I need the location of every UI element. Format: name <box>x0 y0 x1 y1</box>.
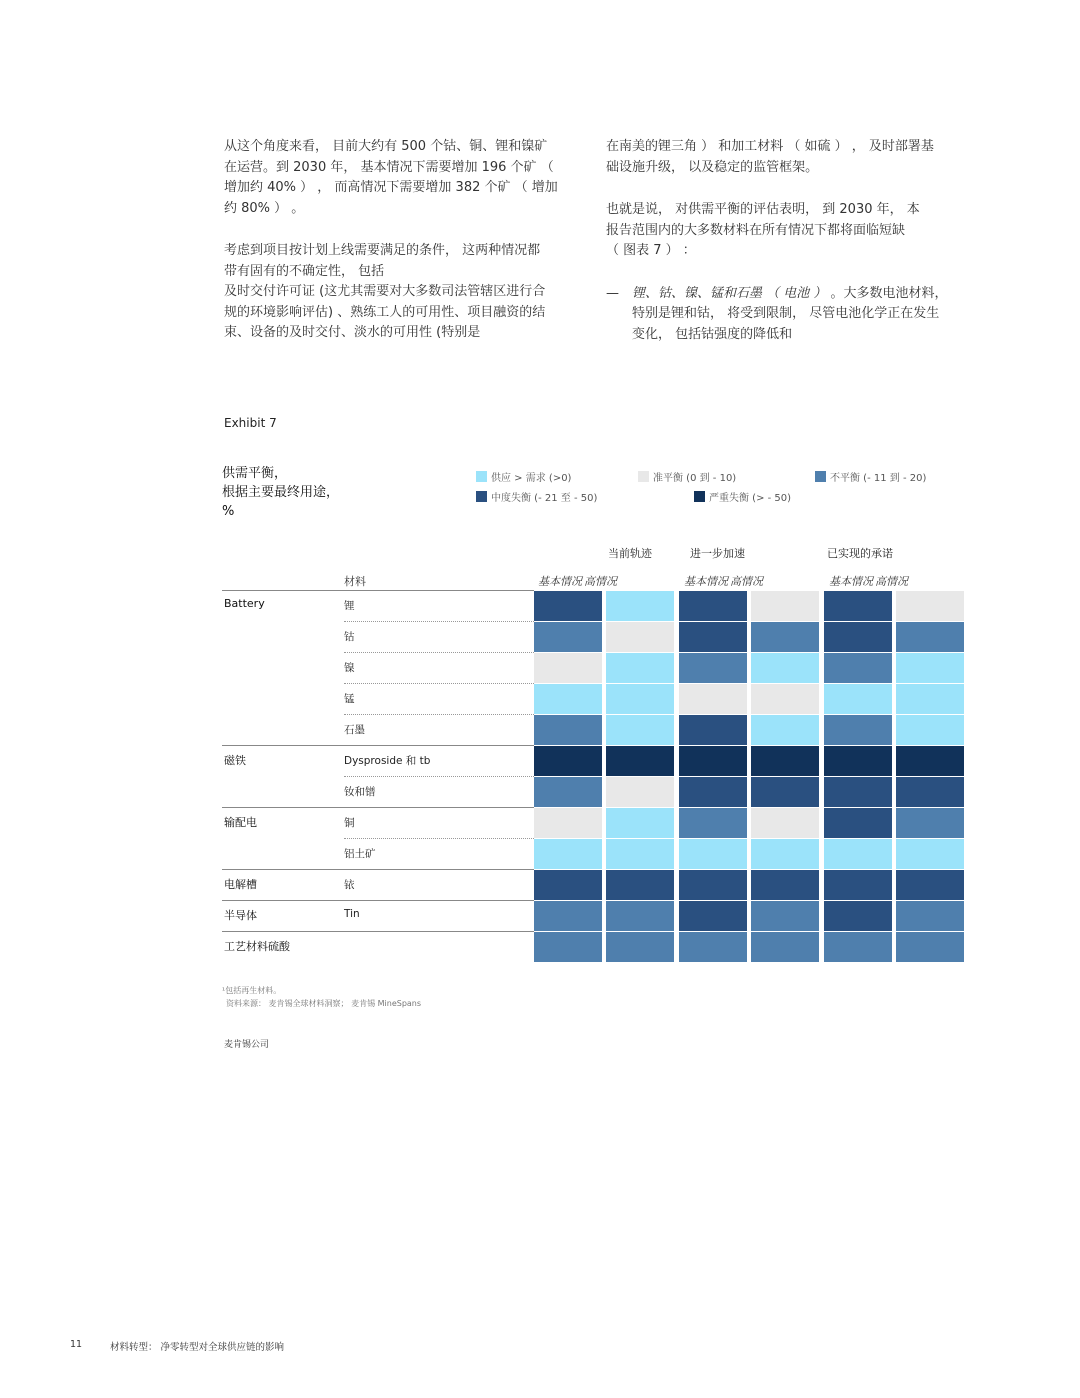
source-note: 资料来源： 麦肯锡全球材料洞察； 麦肯锡 MineSpans <box>226 999 422 1008</box>
heatmap-cell <box>751 653 819 683</box>
heatmap-cell <box>679 653 747 683</box>
material-label: 石墨 <box>344 724 365 736</box>
material-label: Tin <box>344 908 360 920</box>
heatmap-cell <box>896 839 964 869</box>
material-label: 锰 <box>344 693 355 705</box>
category-label: Battery <box>224 597 265 610</box>
legend-swatch <box>694 491 705 502</box>
heatmap-cell <box>679 808 747 838</box>
heatmap-cell <box>606 932 674 962</box>
heatmap-cell <box>751 839 819 869</box>
scenario-column-header: 高情况 <box>730 575 763 588</box>
heatmap-cell <box>534 653 602 683</box>
category-label: 半导体 <box>224 909 257 922</box>
heatmap-cell <box>824 808 892 838</box>
heatmap-cell <box>751 932 819 962</box>
heatmap-cell <box>824 932 892 962</box>
scenario-column-header: 基本情况 <box>829 575 873 588</box>
heatmap-cell <box>896 932 964 962</box>
heatmap-cell <box>896 591 964 621</box>
scenario-column-header: 基本情况 <box>538 575 582 588</box>
bullet-text: 。大多数电池材料， 特别是锂和钴， 将受到限制， 尽管电池化学正在发生 变化， 包括钴强度的降低和 <box>632 285 948 342</box>
row-divider <box>344 714 534 715</box>
heatmap-cell <box>679 777 747 807</box>
heatmap-cell <box>534 684 602 714</box>
legend-swatch <box>815 471 826 482</box>
heatmap-cell <box>606 839 674 869</box>
heatmap-cell <box>751 777 819 807</box>
material-label: 钕和镨 <box>344 786 376 798</box>
heatmap-cell <box>679 901 747 931</box>
row-divider <box>222 900 534 901</box>
heatmap-cell <box>896 870 964 900</box>
heatmap-cell <box>679 932 747 962</box>
heatmap-cell <box>751 715 819 745</box>
legend-swatch <box>638 471 649 482</box>
legend-item <box>815 469 926 484</box>
heatmap-cell <box>679 684 747 714</box>
legend-item <box>638 469 736 484</box>
row-divider <box>222 869 534 870</box>
legend-label: 准平衡 (0 到 - 10) <box>653 473 737 484</box>
heatmap-cell <box>896 901 964 931</box>
heatmap-cell <box>606 777 674 807</box>
heatmap-cell <box>751 746 819 776</box>
heatmap-cell <box>534 746 602 776</box>
heatmap-cell <box>534 715 602 745</box>
heatmap-cell <box>606 808 674 838</box>
body-paragraph: 从这个角度来看， 目前大约有 500 个钴、铜、锂和镍矿 在运营。到 2030 年， 基本情况下需要增加 196 个矿 （ 增加约 40% ） ， 而高情况下需要增加 382 个矿 （ 增加 约 80% ） 。 <box>224 139 558 216</box>
material-label: 钴 <box>344 631 355 643</box>
heatmap-cell <box>824 901 892 931</box>
heatmap-cell <box>896 715 964 745</box>
heatmap-cell <box>606 870 674 900</box>
heatmap-cell <box>824 839 892 869</box>
scenario-column-header: 高情况 <box>875 575 908 588</box>
heatmap-cell <box>824 715 892 745</box>
material-label: Dysproside 和 tb <box>344 755 431 767</box>
material-label: 锂 <box>344 600 355 612</box>
legend-label: 供应 > 需求 (>0) <box>491 473 572 484</box>
scenario-group-header: 当前轨迹 <box>608 547 652 560</box>
heatmap-cell <box>751 870 819 900</box>
row-divider <box>222 807 534 808</box>
bullet-item <box>606 284 966 346</box>
heatmap-cell <box>824 684 892 714</box>
row-divider <box>344 838 534 839</box>
heatmap-cell <box>824 777 892 807</box>
heatmap-cell <box>606 653 674 683</box>
category-label: 电解槽 <box>224 878 257 891</box>
chart-title: 供需平衡， 根据主要最终用途， % <box>222 466 340 519</box>
scenario-column-header: 基本情况 <box>684 575 728 588</box>
row-divider <box>344 776 534 777</box>
heatmap-cell <box>679 839 747 869</box>
category-label: 磁铁 <box>224 754 246 767</box>
running-title: 材料转型： 净零转型对全球供应链的影响 <box>110 1342 285 1353</box>
legend-item <box>694 489 791 504</box>
material-label: 铝土矿 <box>344 848 376 860</box>
legend-swatch <box>476 491 487 502</box>
heatmap-cell <box>534 622 602 652</box>
heatmap-cell <box>824 653 892 683</box>
legend-label: 不平衡 (- 11 到 - 20) <box>830 473 927 484</box>
legend-label: 严重失衡 (> - 50) <box>709 493 792 504</box>
heatmap-cell <box>534 870 602 900</box>
heatmap-cell <box>679 622 747 652</box>
heatmap-cell <box>751 808 819 838</box>
body-paragraph: 考虑到项目按计划上线需要满足的条件， 这两种情况都 带有固有的不确定性， 包括 及时交付许可证 (这尤其需要对大多数司法管辖区进行合 规的环境影响评估) 、熟练工人的可用性、项目融资的结 束、设备的及时交付、淡水的可用性 (特别是 <box>224 243 546 340</box>
heatmap-cell <box>606 591 674 621</box>
scenario-group-header: 进一步加速 <box>690 547 745 560</box>
heatmap-cell <box>679 715 747 745</box>
legend-swatch <box>476 471 487 482</box>
company-name: 麦肯锡公司 <box>224 1040 270 1050</box>
heatmap-cell <box>679 746 747 776</box>
row-divider <box>222 931 534 932</box>
row-divider <box>344 683 534 684</box>
heatmap-cell <box>824 591 892 621</box>
materials-header: 材料 <box>344 575 366 588</box>
scenario-column-header: 高情况 <box>584 575 617 588</box>
body-paragraph: 也就是说， 对供需平衡的评估表明， 到 2030 年， 本 报告范围内的大多数材料在所有情况下都将面临短缺 （ 图表 7 ） ： <box>606 202 920 258</box>
page-number: 11 <box>70 1339 83 1350</box>
heatmap-cell <box>606 684 674 714</box>
heatmap-cell <box>606 746 674 776</box>
category-label: 输配电 <box>224 816 257 829</box>
heatmap-cell <box>679 870 747 900</box>
heatmap-cell <box>534 901 602 931</box>
bullet-dash: — <box>606 285 619 301</box>
heatmap-cell <box>534 839 602 869</box>
footnote: ¹包括再生材料。 <box>222 986 282 995</box>
heatmap-cell <box>751 591 819 621</box>
body-column-right <box>606 137 966 345</box>
heatmap-cell <box>751 622 819 652</box>
body-paragraph: 在南美的锂三角 ） 和加工材料 （ 如硫 ） ， 及时部署基 础设施升级， 以及稳定的监管框架。 <box>606 139 934 175</box>
heatmap-cell <box>606 715 674 745</box>
heatmap-cell <box>896 777 964 807</box>
heatmap-cell <box>896 808 964 838</box>
bullet-italic-text: 锂、钴、镍、锰和石墨 （ 电池 ） <box>632 285 831 301</box>
exhibit-label: Exhibit 7 <box>224 416 277 430</box>
heatmap-cell <box>534 808 602 838</box>
category-label: 工艺材料硫酸 <box>224 940 290 953</box>
row-divider <box>222 745 534 746</box>
row-divider <box>222 590 534 591</box>
heatmap-cell <box>896 746 964 776</box>
heatmap-cell <box>824 746 892 776</box>
legend-item <box>476 469 571 484</box>
heatmap-cell <box>824 870 892 900</box>
legend-label: 中度失衡 (- 21 至 - 50) <box>491 493 598 504</box>
heatmap-cell <box>534 591 602 621</box>
heatmap-cell <box>896 684 964 714</box>
body-column-left <box>224 137 574 366</box>
heatmap-cell <box>679 591 747 621</box>
heatmap-cell <box>751 684 819 714</box>
row-divider <box>344 652 534 653</box>
row-divider <box>344 621 534 622</box>
heatmap-cell <box>606 622 674 652</box>
material-label: 铱 <box>344 879 355 891</box>
heatmap-cell <box>896 653 964 683</box>
heatmap-cell <box>606 901 674 931</box>
heatmap-cell <box>824 622 892 652</box>
legend-item <box>476 489 597 504</box>
heatmap-cell <box>751 901 819 931</box>
heatmap-cell <box>534 777 602 807</box>
material-label: 镍 <box>344 662 355 674</box>
heatmap-cell <box>534 932 602 962</box>
material-label: 铜 <box>344 817 355 829</box>
heatmap-cell <box>896 622 964 652</box>
scenario-group-header: 已实现的承诺 <box>827 547 893 560</box>
